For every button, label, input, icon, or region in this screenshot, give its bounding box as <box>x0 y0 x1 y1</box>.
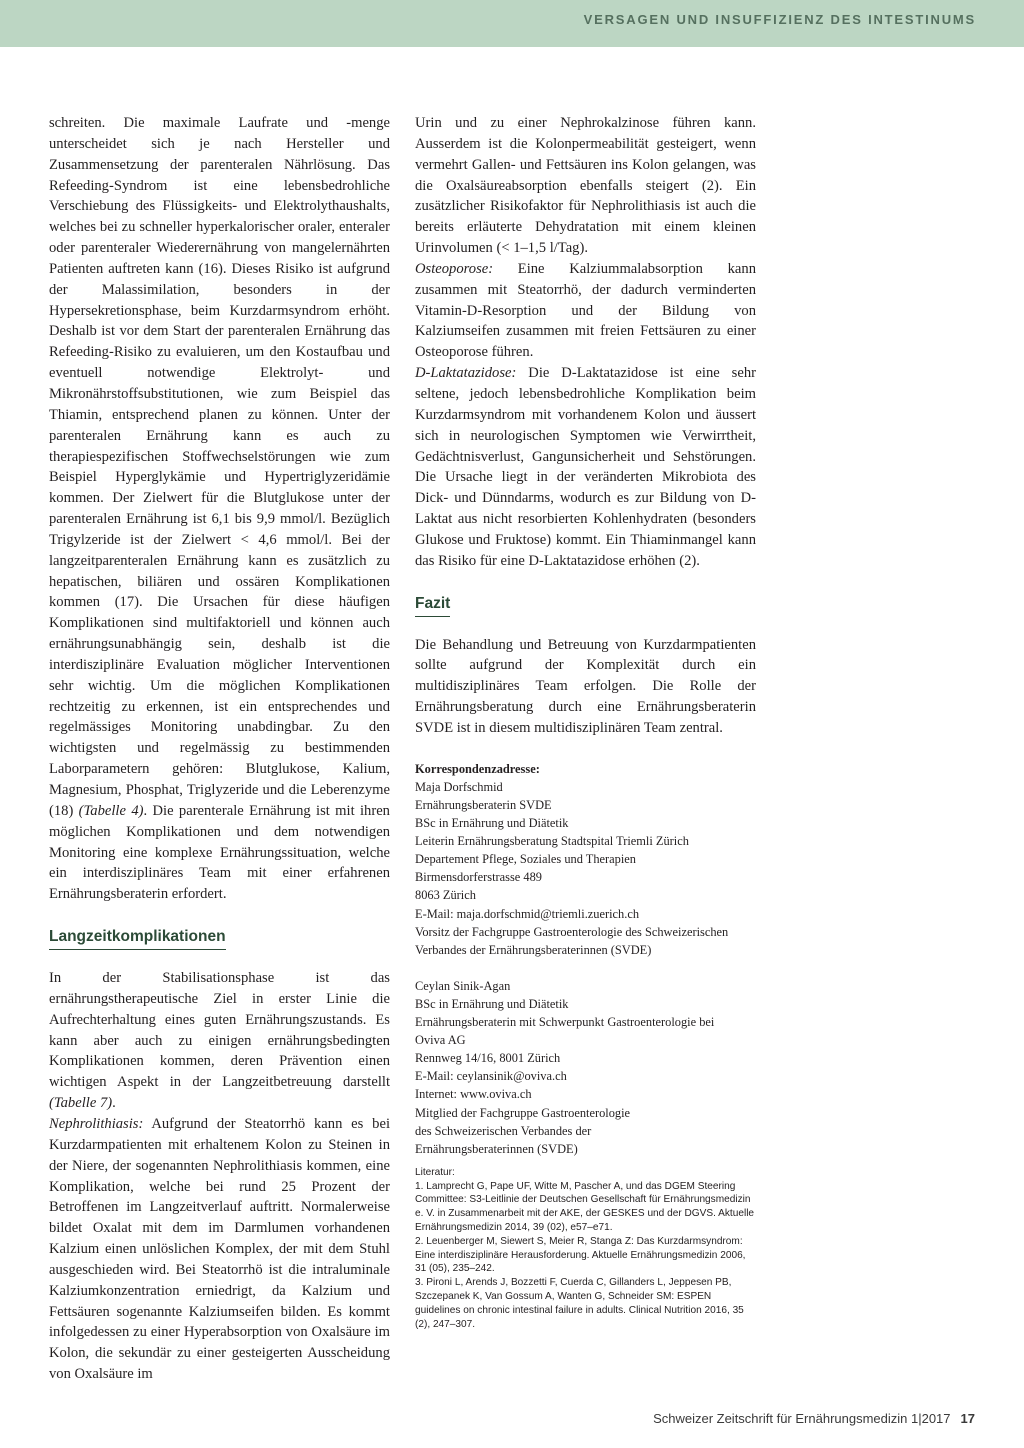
header-band <box>0 0 1024 47</box>
right-column <box>415 113 756 1331</box>
author1-line: Leiterin Ernährungsberatung Stadtspital Triemli Zürich <box>415 834 689 849</box>
author1-email: E-Mail: maja.dorfschmid@triemli.zuerich.ch <box>415 906 640 921</box>
correspondence-address <box>415 760 756 1158</box>
section-heading-wrap <box>49 927 390 950</box>
author2-line: Mitglied der Fachgruppe Gastroenterologie <box>415 1105 631 1120</box>
author1-line: Departement Pflege, Soziales und Therapien <box>415 852 637 867</box>
paragraph-nephrolithiasis <box>49 1114 390 1385</box>
author2-line: des Schweizerischen Verbandes der <box>415 1123 592 1138</box>
author1-line: Vorsitz der Fachgruppe Gastroenterologie des Schweizerischen <box>415 924 729 939</box>
author1-line: Ernährungsberaterin SVDE <box>415 797 552 812</box>
spacer <box>415 959 756 977</box>
author1-line: Birmensdorferstrasse 489 <box>415 870 542 885</box>
literature-item: 3. Pironi L, Arends J, Bozzetti F, Cuerda C, Gillanders L, Jeppesen PB, Szczepanek K, Van Gossum A, Wanten G, Schneider SM: ESPEN guidelines on chronic intestinal failure in adults. Clinical Nutrition 2016, 35 (2), 247–307. <box>415 1277 744 1330</box>
body-text: Die D-Laktatazidose ist eine sehr seltene, jedoch lebensbedrohliche Komplikation beim Kurzdarmsyndrom mit vorhandenem Kolon und äussert sich in neurologischen Symptomen wie Verwirrtheit, Gedächtnisverlust, Gangunsicherheit und Sehstörungen. Die Ursache liegt in der veränderten Mikrobiota des Dick- und Dünndarms, wodurch es zur Bildung von D-Laktat aus nicht resorbierten Kohlenhydraten (besonders Glukose und Fruktose) kommt. Ein Thiaminmangel kann das Risiko für eine D-Laktatazidose erhöhen (2). <box>415 365 756 569</box>
paragraph: Urin und zu einer Nephrokalzinose führen kann. Ausserdem ist die Kolonpermeabilität gesteigert, wenn vermehrt Gallen- und Fettsäuren ins Kolon gelangen, was die Oxalsäureabsorption ebenfalls steigert (2). Ein zusätzlicher Risikofaktor für Nephrolithiasis ist auch die bereits erläuterte Dehydratation mit einem kleinen Urinvolumen (< 1–1,5 l/Tag). <box>415 115 756 257</box>
paragraph-lead: D-Laktatazidose: <box>415 365 517 382</box>
page-number: 17 <box>960 1411 975 1426</box>
author2-line: Ernährungsberaterinnen (SVDE) <box>415 1141 578 1156</box>
literature-label: Literatur: <box>415 1166 455 1178</box>
paragraph-d-laktatazidose <box>415 363 756 571</box>
author2-line: Ernährungsberaterin mit Schwerpunkt Gastroenterologie bei <box>415 1015 715 1030</box>
body-text: . <box>112 1095 116 1112</box>
body-text: Aufgrund der Steatorrhö kann es bei Kurzdarmpatienten mit erhaltenem Kolon zu Steinen in der Niere, der sogenannten Nephrolithiasis kommen, eine Komplikation, welche bei rund 25 Prozent der Betroffenen im Langzeitverlauf auftritt. Normalerweise bildet Oxalat mit dem im Darmlumen vorhandenen Kalzium einen unlöslichen Komplex, der mit dem Stuhl ausgeschieden wird. Bei Steatorrhö ist die intraluminale Kalziumkonzentration erniedrigt, da Kalzium und Fettsäuren sogenannte Kalziumseifen bilden. Es kommt infolgedessen zu einer Hyperabsorption von Oxalsäure im Kolon, die sekundär zu einer gesteigerten Ausscheidung von Oxalsäure im <box>49 1115 390 1383</box>
author2-line: Oviva AG <box>415 1033 466 1048</box>
paragraph-lead: Osteoporose: <box>415 260 494 277</box>
body-text: schreiten. Die maximale Laufrate und -menge unterscheidet sich je nach Hersteller und Zusammensetzung der parenteralen Nährlösung. Das Refeeding-Syndrom ist eine lebensbedrohliche Verschiebung des Flüssigkeits- und Elektrolythaushalts, welches bei zu schneller hyperkalorischer oraler, enteraler oder parenteraler Wiederernährung von mangelernährten Patienten auftreten kann (16). Dieses Risiko ist aufgrund der Malassimilation, besonders in der Hypersekretionsphase, beim Kurzdarmsyndrom erhöht. Deshalb ist vor dem Start der parenteralen Ernährung das Refeeding-Risiko zu evaluieren, um den Kostaufbau und eventuell notwendige Elektrolyt- und Mikronährstoffsubstitutionen, wie zum Beispiel das Thiamin, entsprechend planen zu können. Unter der parenteralen Ernährung kann es auch zu therapiespezifischen Stoffwechselstörungen wie zum Beispiel Hyperglykämie und Hypertriglyzeridämie kommen. Der Zielwert für die Blutglukose unter der parenteralen Ernährung ist 6,1 bis 9,9 mmol/l. Bezüglich Trigylzeride ist der Zielwert < 4,6 mmol/l. Bei der langzeitparenteralen Ernährung kann es zusätzlich zu hepatischen, biliären und ossären Komplikationen kommen (17). Die Ursachen für diese häufigen Komplikationen sind multifaktoriell und können auch ernährungsunabhängig sein, deshalb ist die interdisziplinäre Evaluation möglicher Interventionen sehr wichtig. Um die möglichen Komplikationen rechtzeitig zu erkennen, ist ein entsprechendes und regelmässiges Monitoring unabdingbar. Zu den wichtigsten und regelmässig zu bestimmenden Laborparametern gehören: Blutglukose, Kalium, Magnesium, Phosphat, Triglyzeride und die Leberenzyme (18) <box>49 115 390 819</box>
author2-email: E-Mail: ceylansinik@oviva.ch <box>415 1069 567 1084</box>
author1-line: Maja Dorfschmid <box>415 779 503 794</box>
paragraph <box>49 968 390 1114</box>
author2-website: Internet: www.oviva.ch <box>415 1087 532 1102</box>
literature-item: 1. Lamprecht G, Pape UF, Witte M, Pascher A, und das DGEM Steering Committee: S3-Leitlinie der Deutschen Gesellschaft für Ernährungsmedizin e. V. in Zusammenarbeit mit der AKE, der GESKES und der DGVS. Aktuelle Ernährungsmedizin 2014, 39 (02), e57–e71. <box>415 1180 755 1234</box>
paragraph-lead: Nephrolithiasis: <box>49 1115 144 1132</box>
fazit-paragraph: Die Behandlung und Betreuung von Kurzdarmpatienten sollte aufgrund der Komplexität durch ein multidisziplinäres Team erfolgen. Die Rolle der Ernährungsberatung durch eine Ernährungsberaterin SVDE ist in diesem multidisziplinären Team zentral. <box>415 636 756 736</box>
journal-name: Schweizer Zeitschrift für Ernährungsmedizin 1|2017 <box>653 1411 951 1426</box>
body-text: Eine Kalziummalabsorption kann zusammen mit Steatorrhö, der dadurch verminderten Vitamin-D-Resorption und der Bildung von Kalziumseifen zusammen mit freien Fettsäuren zu einer Osteoporose führen. <box>415 260 756 361</box>
author1-line: BSc in Ernährung und Diätetik <box>415 816 569 831</box>
author2-line: BSc in Ernährung und Diätetik <box>415 997 569 1011</box>
body-text: In der Stabilisationsphase ist das ernährungstherapeutische Ziel in erster Linie die Aufrechterhaltung eines guten Ernährungszustands. Es kann aber auch zu einigen ernährungsbedingten Komplikationen kommen, deren Prävention einen wichtigen Aspekt in der Langzeitbetreuung darstellt <box>49 970 390 1091</box>
page-footer <box>653 1411 975 1426</box>
section-heading-langzeitkomplikationen: Langzeitkomplikationen <box>49 928 226 950</box>
running-header-title: VERSAGEN UND INSUFFIZIENZ DES INTESTINUMS <box>583 12 976 27</box>
table-reference: (Tabelle 4) <box>78 802 144 819</box>
author2-line: Ceylan Sinik-Agan <box>415 978 511 993</box>
table-reference: (Tabelle 7) <box>49 1095 113 1112</box>
left-column <box>49 113 390 1385</box>
author2-line: Rennweg 14/16, 8001 Zürich <box>415 1051 561 1066</box>
author1-line: 8063 Zürich <box>415 888 476 903</box>
literature-item: 2. Leuenberger M, Siewert S, Meier R, Stanga Z: Das Kurzdarmsyndrom: Eine interdisziplinäre Herausforderung. Aktuelle Ernährungsmedizin 2006, 31 (05), 235–242. <box>415 1235 746 1275</box>
section-heading-wrap <box>415 594 756 617</box>
paragraph-osteoporose <box>415 259 756 363</box>
section-heading-fazit: Fazit <box>415 595 450 617</box>
intro-paragraph <box>49 113 390 905</box>
author1-line: Verbandes der Ernährungsberaterinnen (SVDE) <box>415 942 652 957</box>
correspondence-label: Korrespondenzadresse: <box>415 761 540 776</box>
literature-list <box>415 1166 756 1332</box>
body-text: . Die parenterale Ernährung ist mit ihren möglichen Komplikationen und dem notwendigen Monitoring eine komplexe Ernährungssituation, welche ein interdisziplinäres Team mit einer erfahrenen Ernährungsberaterin erfordert. <box>49 802 390 903</box>
